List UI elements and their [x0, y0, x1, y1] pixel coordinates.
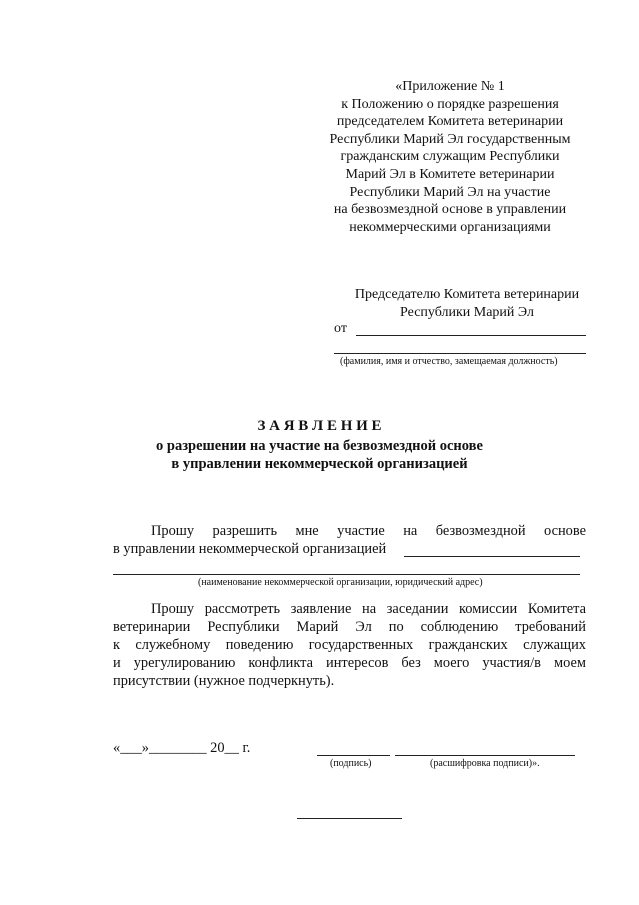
word: разрешить [212, 523, 278, 539]
word: мне [295, 523, 319, 539]
word: рассмотреть [204, 601, 281, 617]
signature-line [317, 755, 390, 756]
word: соблюдению [420, 619, 499, 635]
signature-decode-line [395, 755, 575, 756]
word: моем [553, 655, 586, 671]
annex-line: на безвозмездной основе в управлении [333, 202, 567, 218]
addressee-line: Председателю Комитета ветеринарии [354, 287, 580, 302]
consider-line-4 [113, 655, 586, 672]
annex-line: Республики Марий Эл государственным [329, 131, 571, 147]
word: служебному [135, 637, 211, 653]
org-caption: (наименование некоммерческой организации, юридический адрес) [198, 577, 483, 588]
word: государственных [308, 637, 414, 653]
word: основе [544, 523, 586, 539]
word: интересов [326, 655, 389, 671]
word: участия/в [482, 655, 541, 671]
annex-line: некоммерческими организациями [349, 219, 551, 235]
word: Прошу [151, 601, 195, 617]
org-name-line [404, 556, 580, 557]
word: и [113, 655, 121, 671]
from-name-line [356, 335, 586, 336]
from-caption: (фамилия, имя и отчество, замещаемая должность) [340, 356, 558, 367]
annex-line: гражданским служащим Республики [340, 149, 560, 165]
signature-caption: (подпись) [330, 758, 372, 769]
word: Эл [355, 619, 372, 635]
annex-line: председателем Комитета ветеринарии [336, 114, 564, 130]
word: ветеринарии [113, 619, 191, 635]
annex-line: «Приложение № 1 [395, 79, 505, 94]
consider-line-3 [113, 637, 586, 654]
document-title: З А Я В Л Е Н И Е [257, 418, 382, 434]
word: Прошу [151, 523, 195, 539]
word: на [362, 601, 377, 617]
word: заявление [290, 601, 352, 617]
addressee-line: Республики Марий Эл [400, 304, 534, 320]
word: Республики [207, 619, 280, 635]
word: без [401, 655, 421, 671]
consider-line-5: присутствии (нужное подчеркнуть). [113, 673, 335, 689]
signature-decode-caption: (расшифровка подписи)». [430, 758, 540, 769]
annex-block [300, 78, 600, 236]
addressee-block [300, 286, 634, 321]
word: гражданских [428, 637, 508, 653]
word: служащих [523, 637, 586, 653]
from-position-line [334, 353, 586, 354]
document-subtitle-1: о разрешении на участие на безвозмездной основе [156, 438, 483, 454]
annex-line: Марий Эл в Комитете ветеринарии [345, 166, 555, 182]
word: безвозмездной [435, 523, 526, 539]
word: Марий [296, 619, 339, 635]
word: комиссии [459, 601, 518, 617]
from-label: от [334, 321, 347, 336]
annex-line: к Положению о порядке разрешения [341, 96, 559, 112]
word: заседании [386, 601, 449, 617]
word: конфликта [248, 655, 314, 671]
closing-separator [297, 818, 402, 819]
word: урегулированию [133, 655, 236, 671]
word: на [403, 523, 418, 539]
word: по [388, 619, 404, 635]
date-field: «___»________ 20__ г. [113, 740, 251, 756]
word: к [113, 637, 120, 653]
document-subtitle-2: в управлении некоммерческой организацией [171, 456, 468, 472]
org-address-line [113, 574, 580, 575]
word: поведению [225, 637, 294, 653]
request-line-1 [151, 523, 586, 540]
word: Комитета [527, 601, 586, 617]
word: моего [433, 655, 470, 671]
annex-line: Республики Марий Эл на участие [349, 184, 551, 200]
consider-line-1 [151, 601, 586, 618]
word: требований [515, 619, 586, 635]
consider-line-2 [113, 619, 586, 636]
request-line-2: в управлении некоммерческой организацией [113, 541, 387, 557]
word: участие [337, 523, 385, 539]
